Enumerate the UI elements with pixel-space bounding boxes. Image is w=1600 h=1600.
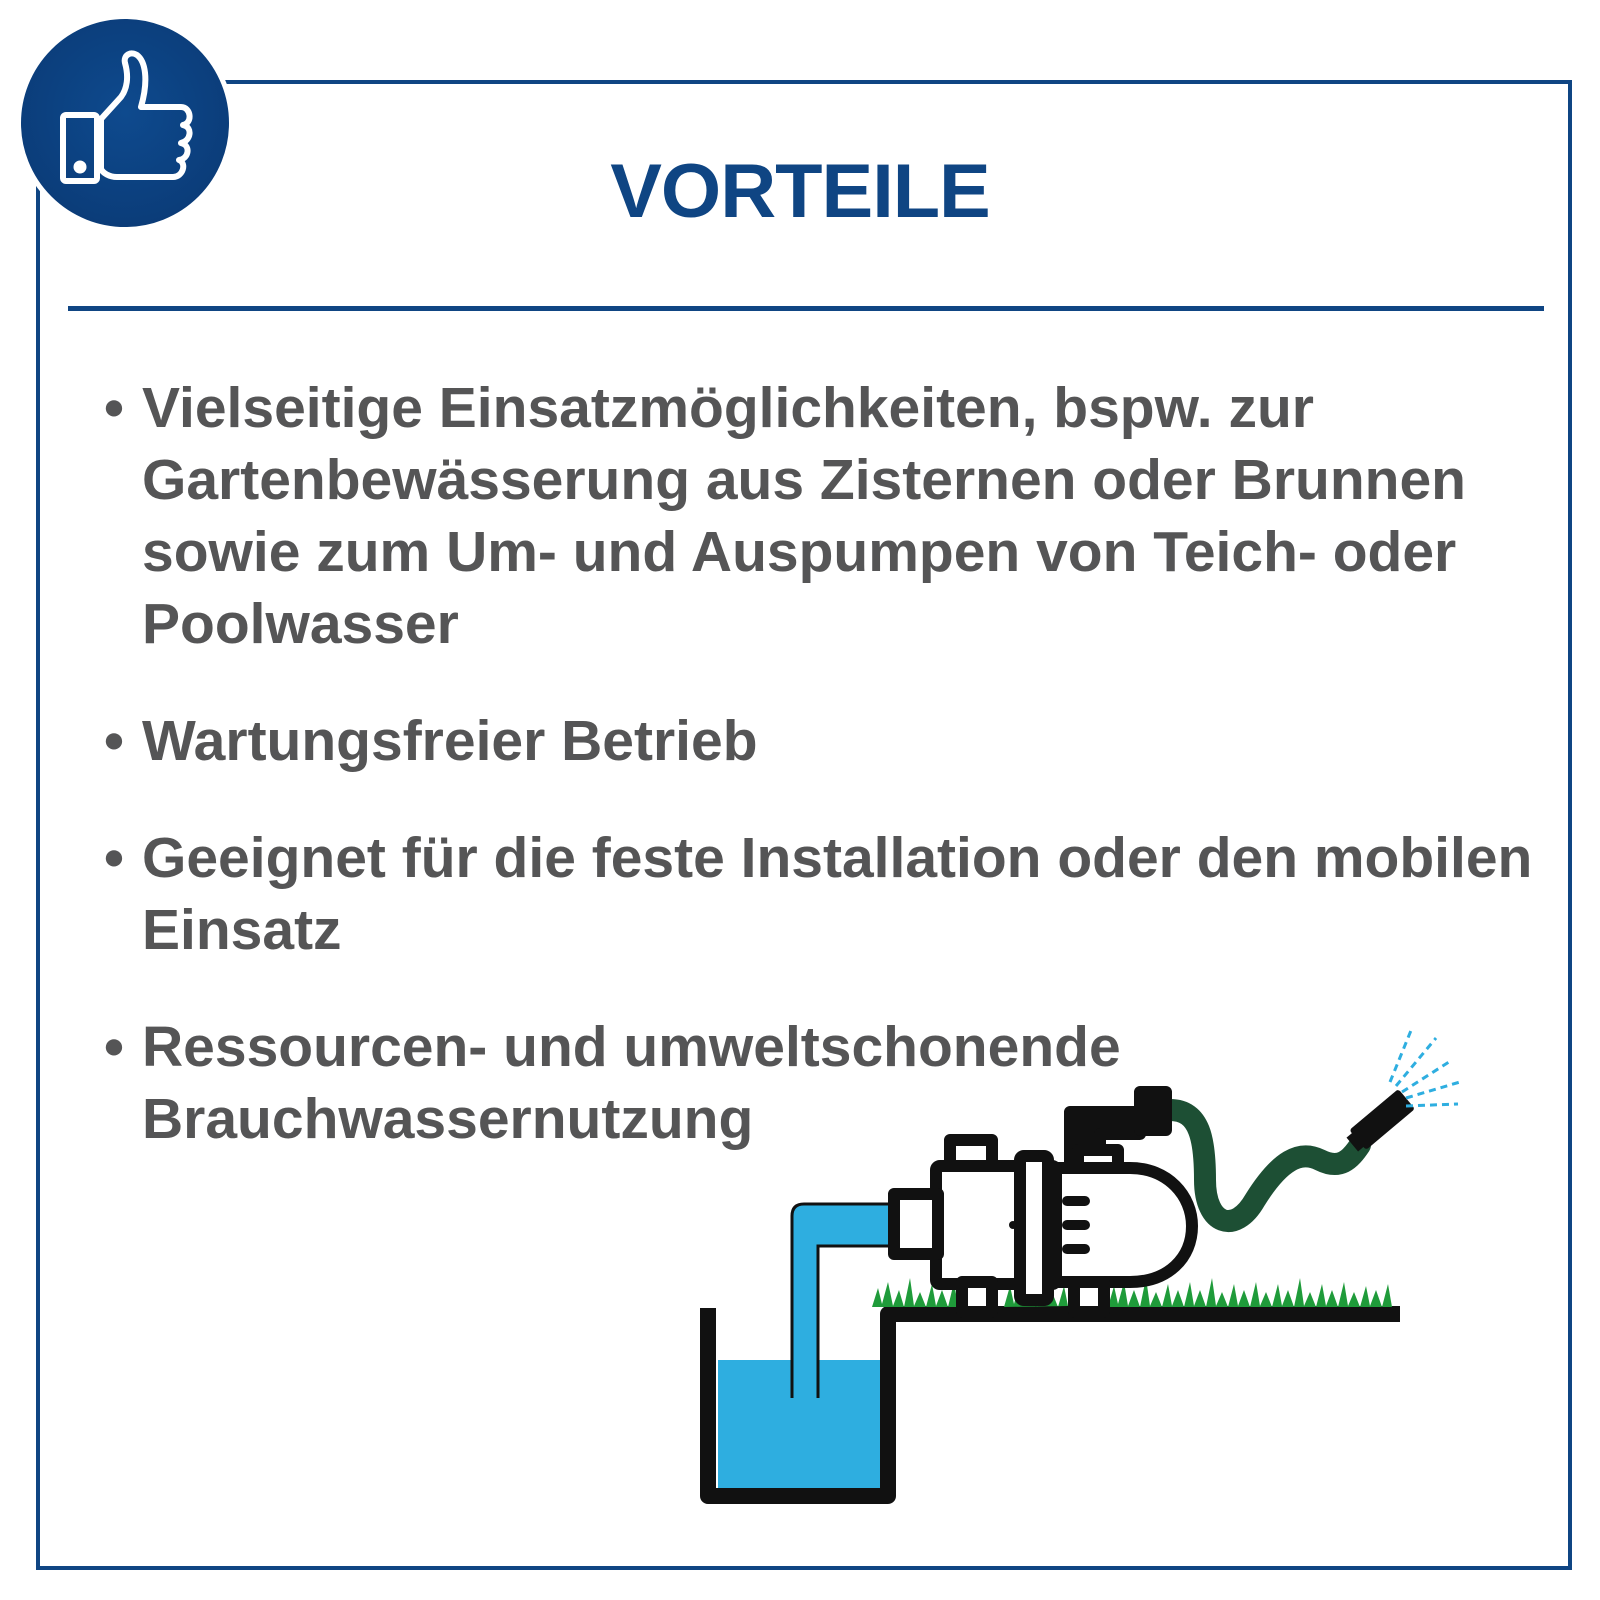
nozzle-icon bbox=[1344, 1089, 1415, 1155]
list-item bbox=[104, 705, 1534, 777]
bullet: • bbox=[104, 376, 124, 440]
benefit-text: Vielseitige Einsatzmöglichkeiten, bspw. zur Gartenbewässerung aus Zisternen oder Brunnen sowie zum Um- und Auspumpen von Teich- oder Poolwasser bbox=[142, 376, 1466, 656]
title-divider bbox=[68, 306, 1544, 311]
benefit-text: Geeignet für die feste Installation oder den mobilen Einsatz bbox=[142, 826, 1533, 962]
page-title: VORTEILE bbox=[610, 149, 990, 234]
bullet: • bbox=[104, 1015, 124, 1079]
list-item bbox=[104, 372, 1534, 660]
bullet: • bbox=[104, 709, 124, 773]
benefit-text: Ressourcen- und umweltschonende Brauchwassernutzung bbox=[142, 1015, 1121, 1151]
bullet: • bbox=[104, 826, 124, 890]
list-item bbox=[104, 822, 1534, 966]
garden-pump-icon bbox=[700, 1020, 1480, 1510]
pump-icon bbox=[894, 1092, 1192, 1312]
hose-icon bbox=[1170, 1110, 1360, 1221]
benefit-text: Wartungsfreier Betrieb bbox=[142, 709, 758, 773]
